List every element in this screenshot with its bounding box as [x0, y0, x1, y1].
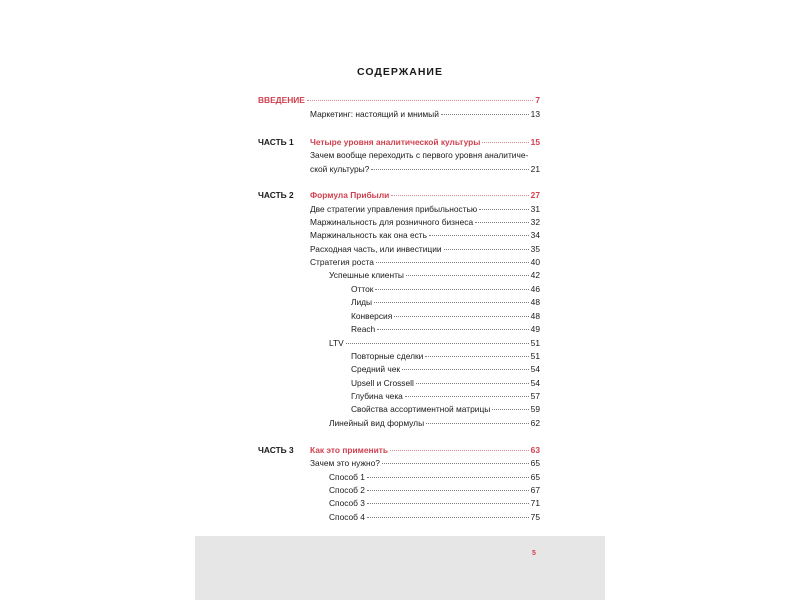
page-number: 5 — [532, 550, 536, 557]
toc-entry-label: Четыре уровня аналитической культуры — [310, 137, 481, 147]
toc-entry-page: 32 — [530, 217, 540, 227]
dot-leader — [479, 209, 528, 210]
toc-entry-page: 27 — [530, 190, 540, 200]
toc-entry-label: Способ 3 — [329, 498, 365, 508]
dot-leader — [367, 477, 529, 478]
toc-entry-label: Конверсия — [351, 311, 393, 321]
part-label: ЧАСТЬ 1 — [258, 137, 294, 147]
dot-leader — [377, 329, 528, 330]
toc-entry-page: 71 — [530, 498, 540, 508]
toc-entry-page: 75 — [530, 512, 540, 522]
toc-entry-page: 54 — [530, 378, 540, 388]
toc-entry-page: 49 — [530, 324, 540, 334]
toc-entry-page: 67 — [530, 485, 540, 495]
dot-leader — [367, 490, 529, 491]
toc-entry[interactable] — [351, 377, 540, 389]
part-label: ЧАСТЬ 2 — [258, 190, 294, 200]
toc-entry[interactable] — [329, 471, 540, 483]
toc-entry[interactable] — [329, 337, 540, 349]
toc-entry-part-title[interactable] — [310, 136, 540, 148]
toc-entry[interactable] — [310, 108, 540, 120]
toc-entry[interactable] — [351, 390, 540, 402]
toc-entry-page: 65 — [530, 472, 540, 482]
toc-entry-label: Успешные клиенты — [329, 270, 404, 280]
toc-entry-page: 57 — [530, 391, 540, 401]
dot-leader — [371, 169, 528, 170]
dot-leader — [367, 503, 529, 504]
page-title: СОДЕРЖАНИЕ — [357, 66, 443, 78]
toc-entry-page: 65 — [530, 458, 540, 468]
toc-entry[interactable] — [351, 403, 540, 415]
toc-entry[interactable] — [329, 484, 540, 496]
dot-leader — [475, 222, 529, 223]
toc-entry[interactable] — [329, 269, 540, 281]
dot-leader — [307, 100, 533, 101]
toc-entry-label: Маржинальность для розничного бизнеса — [310, 217, 474, 227]
dot-leader — [374, 302, 529, 303]
toc-entry-label: Формула Прибыли — [310, 190, 390, 200]
dot-leader — [426, 423, 529, 424]
toc-entry-label: Расходная часть, или инвестиции — [310, 244, 442, 254]
toc-entry-label: Способ 4 — [329, 512, 365, 522]
toc-entry-page: 31 — [530, 204, 540, 214]
toc-entry-label: LTV — [329, 338, 344, 348]
toc-entry-label: Способ 2 — [329, 485, 365, 495]
dot-leader — [492, 409, 528, 410]
toc-entry-page: 42 — [530, 270, 540, 280]
toc-entry-label: Зачем это нужно? — [310, 458, 380, 468]
dot-leader — [406, 275, 529, 276]
dot-leader — [367, 517, 529, 518]
toc-entry-page: 62 — [530, 418, 540, 428]
toc-entry-page: 59 — [530, 404, 540, 414]
toc-entry[interactable] — [310, 243, 540, 255]
dot-leader — [416, 383, 529, 384]
toc-entry[interactable] — [310, 256, 540, 268]
toc-entry-part-title[interactable] — [310, 189, 540, 201]
dot-leader — [425, 356, 528, 357]
toc-entry-page: 40 — [530, 257, 540, 267]
toc-entry[interactable] — [329, 417, 540, 429]
dot-leader — [376, 262, 529, 263]
toc-entry-label: Upsell и Crossell — [351, 378, 414, 388]
dot-leader — [390, 450, 529, 451]
toc-entry[interactable] — [329, 511, 540, 523]
toc-entry-label: Средний чек — [351, 364, 401, 374]
toc-entry[interactable] — [351, 350, 540, 362]
toc-entry-label: Глубина чека — [351, 391, 403, 401]
dot-leader — [382, 463, 529, 464]
toc-entry-label: Лиды — [351, 297, 373, 307]
toc-entry-label: Способ 1 — [329, 472, 365, 482]
toc-entry-page: 48 — [530, 297, 540, 307]
toc-entry-label: Как это применить — [310, 445, 388, 455]
page-footer — [195, 536, 605, 600]
toc-entry[interactable] — [329, 497, 540, 509]
toc-entry-page: 21 — [530, 164, 540, 174]
toc-entry[interactable] — [351, 323, 540, 335]
dot-leader — [482, 142, 528, 143]
toc-entry[interactable] — [351, 363, 540, 375]
toc-entry-page: 13 — [530, 109, 540, 119]
toc-entry-label-line1[interactable]: Зачем вообще переходить с первого уровня аналитиче- — [310, 150, 529, 160]
toc-entry-label: Свойства ассортиментной матрицы — [351, 404, 491, 414]
part-label: ЧАСТЬ 3 — [258, 445, 294, 455]
toc-entry-page: 63 — [530, 445, 540, 455]
toc-entry[interactable] — [310, 203, 540, 215]
dot-leader — [429, 235, 529, 236]
toc-entry-page: 46 — [530, 284, 540, 294]
toc-entry-page: 7 — [535, 95, 540, 105]
dot-leader — [405, 396, 529, 397]
toc-entry[interactable] — [310, 229, 540, 241]
toc-entry-label: Маржинальность как она есть — [310, 230, 428, 240]
dot-leader — [441, 114, 529, 115]
dot-leader — [346, 343, 529, 344]
toc-entry-page: 54 — [530, 364, 540, 374]
toc-entry[interactable] — [351, 296, 540, 308]
toc-entry-label: Повторные сделки — [351, 351, 424, 361]
toc-entry[interactable] — [310, 216, 540, 228]
toc-entry[interactable] — [310, 163, 540, 175]
dot-leader — [391, 195, 528, 196]
dot-leader — [375, 289, 528, 290]
toc-entry-page: 35 — [530, 244, 540, 254]
dot-leader — [444, 249, 529, 250]
toc-entry[interactable] — [351, 283, 540, 295]
toc-entry-label: Отток — [351, 284, 374, 294]
dot-leader — [394, 316, 528, 317]
toc-entry-page: 48 — [530, 311, 540, 321]
toc-entry-label: Маркетинг: настоящий и мнимый — [310, 109, 439, 119]
toc-entry-page: 51 — [530, 351, 540, 361]
toc-entry-introduction[interactable] — [258, 94, 540, 106]
toc-entry-label: ВВЕДЕНИЕ — [258, 95, 305, 105]
toc-entry-label: Стратегия роста — [310, 257, 374, 267]
toc-entry-part-title[interactable] — [310, 444, 540, 456]
toc-entry-page: 51 — [530, 338, 540, 348]
toc-entry-page: 34 — [530, 230, 540, 240]
toc-entry-label: Две стратегии управления прибыльностью — [310, 204, 478, 214]
toc-entry[interactable] — [351, 310, 540, 322]
toc-entry-page: 15 — [530, 137, 540, 147]
toc-entry-label: Reach — [351, 324, 376, 334]
dot-leader — [402, 369, 529, 370]
toc-entry-label: Линейный вид формулы — [329, 418, 425, 428]
toc-entry[interactable] — [310, 457, 540, 469]
toc-entry-label: ской культуры? — [310, 164, 370, 174]
